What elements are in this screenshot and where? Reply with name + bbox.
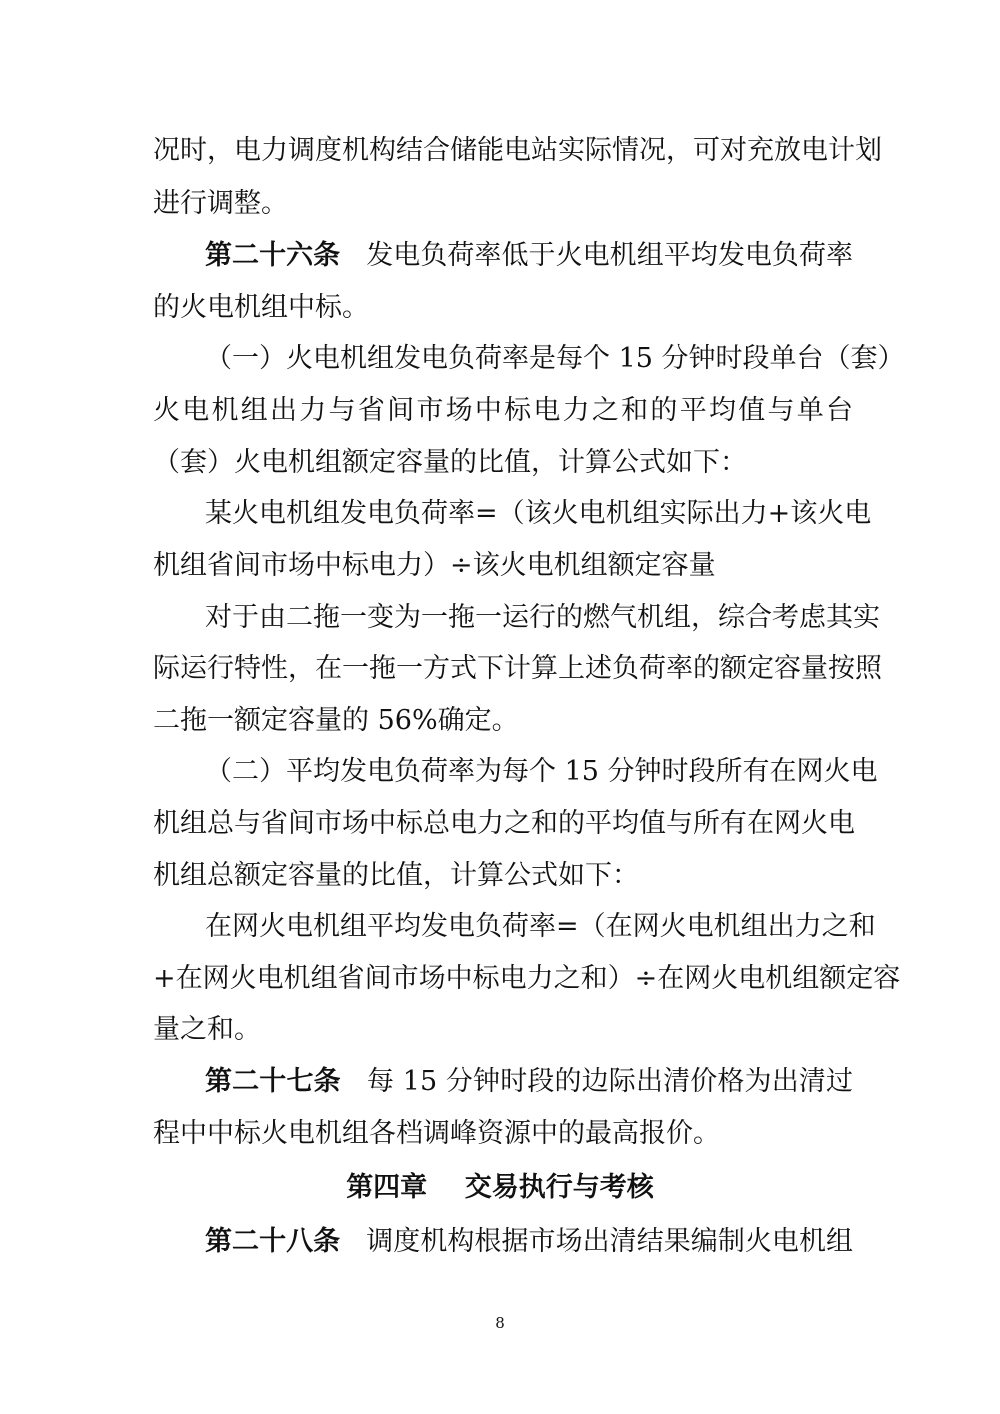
article-27: [205, 1062, 853, 1102]
article-26: [205, 236, 853, 276]
article-28: [205, 1222, 853, 1262]
formula-line: 在网火电机组平均发电负荷率=（在网火电机组出力之和: [205, 911, 876, 942]
text-line: 机组总与省间市场中标总电力之和的平均值与所有在网火电: [153, 808, 855, 839]
text-line: 量之和。: [153, 1014, 261, 1045]
text-line: 二拖一额定容量的 56%确定。: [153, 705, 519, 736]
text-line: 的火电机组中标。: [153, 292, 369, 323]
page-number: 8: [495, 1314, 505, 1332]
article-text: 每 15 分钟时段的边际出清价格为出清过: [366, 1066, 854, 1097]
chapter-heading: 第四章 交易执行与考核: [346, 1172, 654, 1203]
formula-line: 某火电机组发电负荷率=（该火电机组实际出力+该火电: [205, 498, 872, 529]
text-line: （二）平均发电负荷率为每个 15 分钟时段所有在网火电: [205, 756, 878, 787]
article-text: 调度机构根据市场出清结果编制火电机组: [366, 1226, 854, 1257]
text-line: 程中中标火电机组各档调峰资源中的最高报价。: [153, 1118, 720, 1149]
text-line: （套）火电机组额定容量的比值，计算公式如下：: [153, 447, 747, 478]
text-line: 际运行特性，在一拖一方式下计算上述负荷率的额定容量按照: [153, 653, 882, 684]
article-text: 发电负荷率低于火电机组平均发电负荷率: [366, 240, 854, 271]
article-number: 第二十七条: [205, 1066, 341, 1097]
text-line: 进行调整。: [153, 188, 288, 219]
formula-line: +在网火电机组省间市场中标电力之和）÷在网火电机组额定容: [153, 963, 901, 994]
article-number: 第二十八条: [205, 1226, 341, 1257]
article-number: 第二十六条: [205, 240, 341, 271]
formula-line: 机组省间市场中标电力）÷该火电机组额定容量: [153, 550, 716, 581]
text-line: 对于由二拖一变为一拖一运行的燃气机组，综合考虑其实: [205, 602, 880, 633]
text-line: 况时，电力调度机构结合储能电站实际情况，可对充放电计划: [153, 135, 882, 166]
text-line: （一）火电机组发电负荷率是每个 15 分钟时段单台（套）: [205, 343, 905, 374]
text-line: 火电机组出力与省间市场中标电力之和的平均值与单台: [153, 395, 853, 426]
text-line: 机组总额定容量的比值，计算公式如下：: [153, 860, 639, 891]
